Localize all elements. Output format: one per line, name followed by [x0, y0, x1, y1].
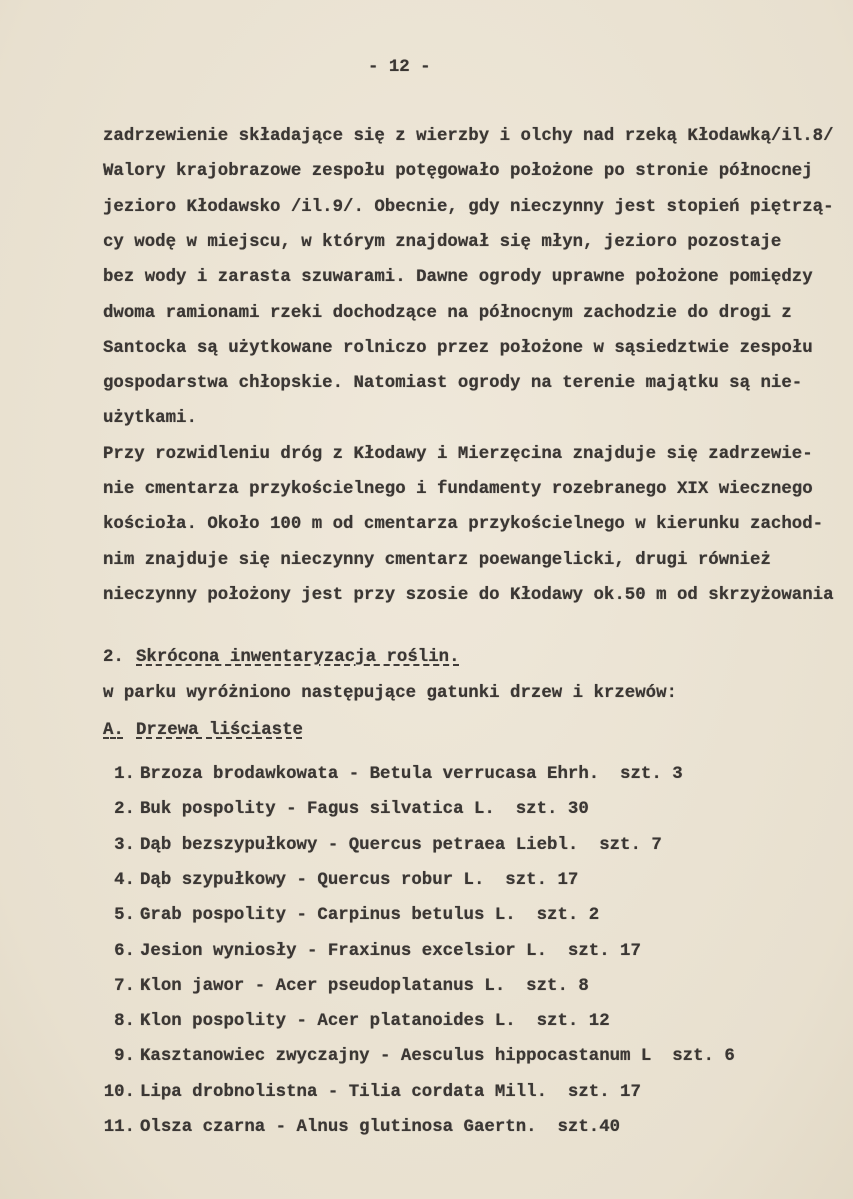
text-line: cy wodę w miejscu, w którym znajdował się młyn, jezioro pozostaje: [103, 232, 782, 252]
item-number: 4.: [114, 870, 135, 890]
subsection-title: Drzewa liściaste: [136, 721, 303, 740]
item-number: 1.: [114, 765, 135, 784]
section-title: Skrócona inwentaryzacja roślin.: [136, 648, 460, 667]
text-line: nim znajduje się nieczynny cmentarz poewangelicki, drugi również: [103, 550, 771, 570]
text-line: nie cmentarza przykościelnego i fundamenty rozebranego XIX wiecznego: [103, 480, 813, 499]
item-number: 5.: [114, 906, 135, 926]
item-text: Klon jawor - Acer pseudoplatanus L. szt. 8: [140, 976, 589, 996]
item-text: Jesion wyniosły - Fraxinus excelsior L. szt. 17: [140, 941, 641, 961]
subsection-letter: A.: [103, 721, 124, 740]
item-number: 7.: [114, 976, 135, 996]
item-text: Lipa drobnolistna - Tilia cordata Mill. szt. 17: [140, 1082, 641, 1102]
text-line: użytkami.: [103, 409, 197, 429]
item-number: 9.: [114, 1047, 135, 1067]
item-number: 8.: [114, 1012, 135, 1032]
item-number: 11.: [103, 1118, 135, 1137]
text-line: bez wody i zarasta szuwarami. Dawne ogrody uprawne położone pomiędzy: [103, 268, 813, 288]
section-number: 2.: [103, 648, 124, 667]
item-text: Olsza czarna - Alnus glutinosa Gaertn. szt.40: [140, 1118, 621, 1137]
item-number: 6.: [114, 941, 135, 961]
text-line: dwoma ramionami rzeki dochodzące na północnym zachodzie do drogi z: [103, 303, 792, 323]
item-text: Klon pospolity - Acer platanoides L. szt. 12: [140, 1012, 610, 1032]
item-text: Buk pospolity - Fagus silvatica L. szt. 30: [140, 800, 589, 820]
text-line: gospodarstwa chłopskie. Natomiast ogrody na terenie majątku są nie-: [103, 374, 803, 394]
item-number: 2.: [114, 800, 135, 820]
page-number: - 12 -: [368, 58, 431, 77]
item-text: Brzoza brodawkowata - Betula verrucasa Ehrh. szt. 3: [140, 765, 683, 784]
text-line: jezioro Kłodawsko /il.9/. Obecnie, gdy nieczynny jest stopień piętrzą-: [103, 197, 834, 217]
text-line: Santocka są użytkowane rolniczo przez położone w sąsiedztwie zespołu: [103, 338, 813, 358]
intro-text: w parku wyróżniono następujące gatunki drzew i krzewów:: [103, 684, 677, 703]
item-number: 3.: [114, 835, 135, 855]
text-line: Walory krajobrazowe zespołu potęgowało położone po stronie północnej: [103, 162, 813, 182]
text-line: kościoła. Około 100 m od cmentarza przykościelnego w kierunku zachod-: [103, 515, 824, 535]
item-number: 10.: [103, 1082, 135, 1102]
item-text: Kasztanowiec zwyczajny - Aesculus hippocastanum L szt. 6: [140, 1047, 735, 1067]
text-line: Przy rozwidleniu dróg z Kłodawy i Mierzęcina znajduje się zadrzewie-: [103, 444, 813, 464]
text-line: nieczynny położony jest przy szosie do Kłodawy ok.50 m od skrzyżowania: [103, 585, 834, 605]
item-text: Grab pospolity - Carpinus betulus L. szt. 2: [140, 906, 600, 926]
text-line: zadrzewienie składające się z wierzby i olchy nad rzeką Kłodawką/il.8/: [103, 127, 834, 146]
item-text: Dąb bezszypułkowy - Quercus petraea Liebl. szt. 7: [140, 835, 662, 855]
item-text: Dąb szypułkowy - Quercus robur L. szt. 17: [140, 870, 579, 890]
